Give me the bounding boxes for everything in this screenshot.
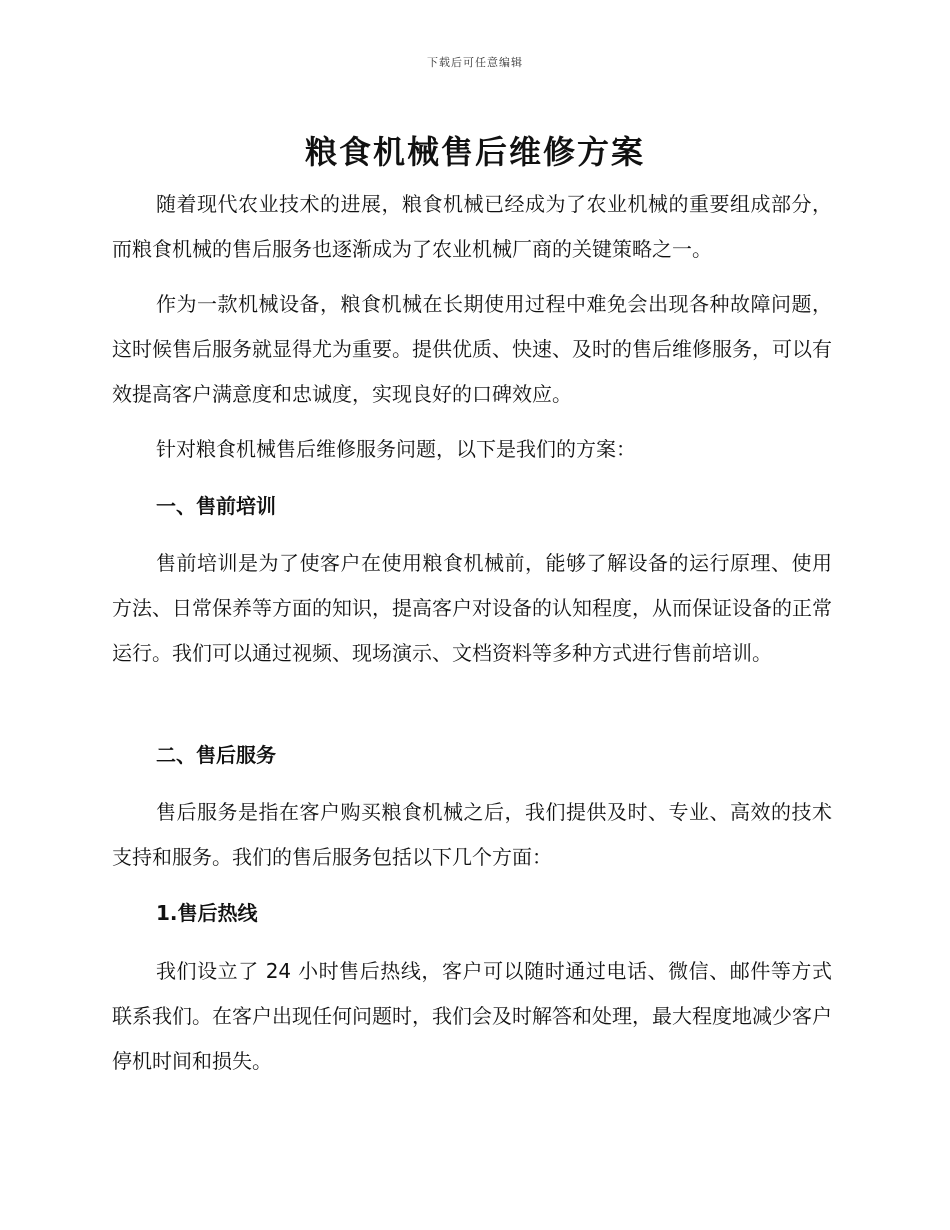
paragraph-hotline: 我们设立了 24 小时售后热线，客户可以随时通过电话、微信、邮件等方式联系我们。在客户出现任何问题时，我们会及时解答和处理，最大程度地减少客户停机时间和损失。 — [112, 959, 832, 1073]
paragraph-intro: 随着现代农业技术的进展，粮食机械已经成为了农业机械的重要组成部分，而粮食机械的售后服务也逐渐成为了农业机械厂商的关键策略之一。 — [112, 192, 832, 261]
subheading-hotline: 1.售后热线 — [156, 901, 258, 925]
paragraph-importance: 作为一款机械设备，粮食机械在长期使用过程中难免会出现各种故障问题，这时候售后服务就显得尤为重要。提供优质、快速、及时的售后维修服务，可以有效提高客户满意度和忠诚度，实现良好的口碑效应。 — [112, 292, 832, 406]
document-title: 粮食机械售后维修方案 — [304, 133, 645, 171]
header-note: 下载后可任意编辑 — [427, 56, 523, 69]
section-heading-aftersales-service: 二、售后服务 — [156, 743, 276, 767]
paragraph-presales-training: 售前培训是为了使客户在使用粮食机械前，能够了解设备的运行原理、使用方法、日常保养等方面的知识，提高客户对设备的认知程度，从而保证设备的正常运行。我们可以通过视频、现场演示、文档资料等多种方式进行售前培训。 — [112, 551, 832, 665]
paragraph-plan-intro: 针对粮食机械售后维修服务问题，以下是我们的方案： — [156, 437, 636, 461]
section-heading-presales-training: 一、售前培训 — [156, 494, 276, 518]
paragraph-aftersales-service: 售后服务是指在客户购买粮食机械之后，我们提供及时、专业、高效的技术支持和服务。我们的售后服务包括以下几个方面： — [112, 800, 832, 869]
